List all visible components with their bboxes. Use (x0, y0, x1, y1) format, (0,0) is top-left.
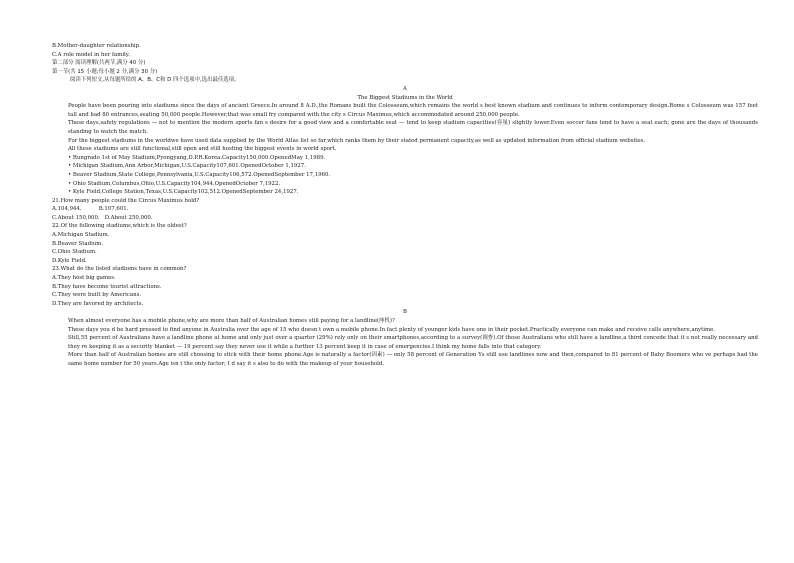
question-23-option-b: B.They have become tourist attractions. (52, 283, 162, 290)
question-22-option-b: B.Beaver Stadium. (52, 240, 104, 247)
passage-b-paragraph-4: More than half of Australian homes are still choosing to stick with their home phone.Age is naturally a factor(因素) — only 58 percent of Generation Ys still use landlines now and then,compared to 81 percent of Baby Boomers who ve perhaps had the same home number for 50 years.Age isn t the only factor; I d say it s also to do with the makeup of your household. (68, 352, 758, 367)
prev-option-b: B.Mother-daughter relationship. (52, 43, 141, 49)
stadium-list-item: • Michigan Stadium,Ann Arbor,Michigan,U.S.Capacity107,601.OpenedOctober 1,1927. (68, 163, 306, 170)
passage-a-paragraph-4: All these stadiums are still functional,still open and still hosting the biggest events in world sport. (68, 146, 337, 153)
passage-b-paragraph-2: These days you d be hard pressed to find anyone in Australia over the age of 15 who doesn t own a mobile phone.In fact plenty of younger kids have one in their pocket.Practically everyone can make and receive calls anywhere,anytime. (68, 326, 715, 333)
question-23-option-d: D.They are favored by architects. (52, 300, 144, 307)
passage-a-letter: A (403, 85, 407, 92)
question-22-stem: 22.Of the following stadiums,which is the oldest? (52, 223, 187, 230)
question-21-options-ab: A.104,944. B.107,601. (52, 206, 129, 213)
section1-title: 第一节(共 15 小题;每小题 2 分,满分 30 分) (52, 68, 158, 75)
passage-a-paragraph-1: People have been pouring into stadiums since the days of ancient Greece.In around 8 A.D.,the Romans built the Colosseum,which remains the world s best known stadium and continues to inform contemporary design.Rome s Colosseum was 157 feet tall and had 80 entrances,seating 50,000 people.However,that was small fry compared with the city s Circus Maximus,which accommodated around 250,000 people. (68, 103, 758, 118)
question-23-option-c: C.They were built by Americans. (52, 292, 142, 299)
passage-b-paragraph-3: Still,55 percent of Australians have a landline phone at home and only just over a quarter (29%) rely only on their smartphones,according to a survey(调查).Of those Australians who still have a landline,a third concede that it s not really necessary and they re keeping it as a security blanket — 19 percent say they never use it while a further 13 percent keep it in case of emergencies.I think my home falls into that category. (68, 335, 758, 350)
question-21-stem: 21.How many people could the Circus Maximus hold? (52, 197, 200, 204)
passage-b-letter: B (403, 309, 407, 316)
question-21-options-cd: C.About 150,000. D.About 250,000. (52, 214, 153, 221)
passage-a-paragraph-3: For the biggest stadiums in the worldwe have used data supplied by the World Atlas list so far,which ranks them by their stated permanent capacity,as well as updated information from official stadium websites. (68, 137, 646, 144)
stadium-list-item: • Kyle Field,College Station,Texas,U.S.Capacity102,512.OpenedSeptember 24,1927. (68, 189, 299, 196)
question-22-option-d: D.Kyle Field. (52, 257, 87, 264)
passage-a-title: The Biggest Stadiums in the World (357, 94, 453, 101)
question-23-option-a: A.They host big games. (52, 275, 116, 282)
reading-instruction: 阅读下列短文,从每题所给的 A、B、C和 D 四个选项中,选出最佳选项。 (70, 77, 240, 84)
question-23-stem: 23.What do the listed stadiums have in common? (52, 266, 187, 273)
passage-a-paragraph-2: These days,safety regulations — not to mention the modern sports fan s desire for a good view and a comfortable seat — tend to keep stadium capacities(容量) slightly lower.Even soccer fans tend to have a seat each; gone are the days of thousands standing to watch the match. (68, 120, 758, 135)
question-22-option-c: C.Ohio Stadium. (52, 249, 97, 256)
stadium-list-item: • Beaver Stadium,State College,Pennsylvania,U.S.Capacity106,572.OpenedSeptember 17,1960. (68, 171, 331, 178)
passage-b-paragraph-1: When almost everyone has a mobile phone,why are more than half of Australian homes still paying for a landline(座机)? (68, 318, 395, 324)
part2-title: 第二部分 阅读理解(共两节,满分 40 分) (52, 60, 146, 67)
prev-option-c: C.A role model in her family. (52, 51, 130, 58)
stadium-list-item: • Rungrado 1st of May Stadium,Pyongyang,D.P.R.Korea.Capacity150,000.OpenedMay 1,1989. (68, 154, 326, 161)
question-22-option-a: A.Michigan Stadium. (52, 232, 110, 239)
stadium-list-item: • Ohio Stadium,Columbus,Ohio,U.S.Capacity104,944.OpenedOctober 7,1922. (68, 180, 281, 187)
